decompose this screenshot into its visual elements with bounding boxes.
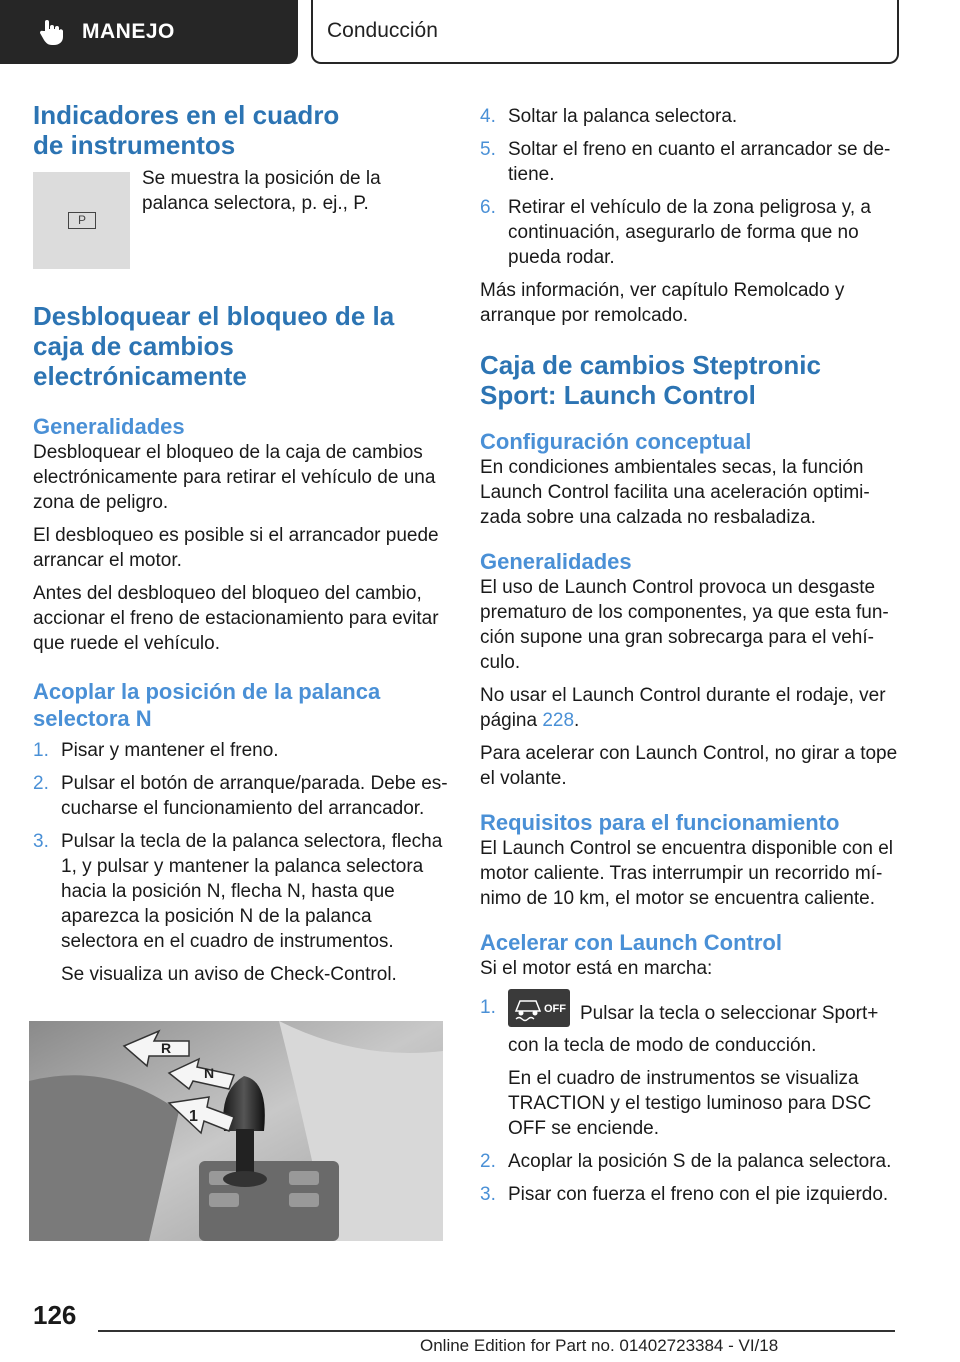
paragraph: Para acelerar con Launch Control, no girar a tope el volante. <box>480 743 898 789</box>
left-column <box>33 100 448 995</box>
paragraph: El uso de Launch Control provoca un desgaste prematuro de los componentes, ya que esta función supone una gran sobrecarga para el vehículo. <box>480 577 889 673</box>
list-item: 2. Pulsar el botón de arranque/parada. Debe escucharse el funcionamiento del arrancador. <box>33 773 448 819</box>
paragraph: Si el motor está en marcha: <box>480 958 713 979</box>
heading-generalidades-left: Generalidades <box>33 414 185 439</box>
page-number: 126 <box>33 1300 77 1330</box>
svg-text:1: 1 <box>189 1108 198 1125</box>
page-link[interactable]: 228 <box>542 710 575 731</box>
list-item: 2. Acoplar la posición S de la palanca selectora. <box>480 1151 892 1172</box>
chapter-title: Conducción <box>327 19 438 42</box>
steps-list-launch <box>480 995 898 1207</box>
list-item: 3. Pulsar la tecla de la palanca selectora, flecha 1, y pulsar y mantener la palanca selectora hacia la posición N, flecha N, hasta que aparezca la posición N de la palanca selectora en el cuadro de instrumentos. <box>33 831 443 952</box>
gear-selector-photo <box>29 1021 443 1241</box>
dsc-off-icon <box>508 989 570 1027</box>
svg-text:N: N <box>204 1065 215 1081</box>
indicator-description: Se muestra la posición de la palanca selectora, p. ej., P. <box>142 168 381 214</box>
heading-config: Configuración conceptual <box>480 429 752 454</box>
heading-caja: Caja de cambios Steptronic Sport: Launch Control <box>480 350 821 410</box>
instrument-cluster-image <box>33 172 130 269</box>
paragraph: En condiciones ambientales secas, la función Launch Control facilita una aceleración optimizada sobre una calzada no resbaladiza. <box>480 457 870 528</box>
footer-edition: Online Edition for Part no. 01402723384 - VI/18 <box>420 1336 779 1355</box>
paragraph: Antes del desbloqueo del bloqueo del cambio, accionar el freno de estacionamiento para evitar que ruede el vehículo. <box>33 583 439 654</box>
heading-requisitos: Requisitos para el funcionamiento <box>480 810 840 835</box>
list-item: 5. Soltar el freno en cuanto el arrancador se detiene. <box>480 139 891 185</box>
gear-p-symbol: P <box>68 212 96 229</box>
chapter-tab <box>311 0 899 64</box>
section-tab[interactable] <box>0 0 298 64</box>
heading-acoplar: Acoplar la posición de la palanca selectora N <box>33 679 381 731</box>
heading-generalidades-right: Generalidades <box>480 549 632 574</box>
list-item: 1. OFF Pulsar la tecla o seleccionar Sport+ con la tecla de modo de conducción. <box>480 995 898 1058</box>
paragraph: El Launch Control se encuentra disponible con el motor caliente. Tras interrumpir un recorrido mínimo de 10 km, el motor se encuentra caliente. <box>480 838 893 909</box>
paragraph: Más información, ver capítulo Remolcado y arranque por remolcado. <box>480 280 845 326</box>
list-item: 6. Retirar el vehículo de la zona peligrosa y, a continuación, asegurarlo de forma que no pueda rodar. <box>480 197 871 268</box>
heading-indicadores: Indicadores en el cuadro de instrumentos <box>33 100 340 160</box>
heading-desbloquear: Desbloquear el bloqueo de la caja de cambios electrónicamente <box>33 301 395 391</box>
list-item-note: Se visualiza un aviso de Check-Control. <box>61 964 397 985</box>
paragraph: Desbloquear el bloqueo de la caja de cambios electrónicamente para retirar el vehículo de una zona de peligro. <box>33 442 436 513</box>
hand-pointer-icon <box>36 17 66 47</box>
section-title: MANEJO <box>82 20 175 43</box>
steps-list-right <box>480 104 898 270</box>
list-item: 1. Pisar y mantener el freno. <box>33 740 279 761</box>
indicator-row <box>33 168 448 269</box>
svg-text:OFF: OFF <box>544 1003 566 1015</box>
list-item: 3. Pisar con fuerza el freno con el pie izquierdo. <box>480 1184 889 1205</box>
paragraph: No usar el Launch Control durante el rodaje, ver página 228. <box>480 685 886 731</box>
right-column <box>480 104 898 1215</box>
list-item: 4. Soltar la palanca selectora. <box>480 106 738 127</box>
paragraph: El desbloqueo es posible si el arrancador puede arrancar el motor. <box>33 525 439 571</box>
footer-divider <box>98 1330 895 1332</box>
svg-text:R: R <box>161 1040 172 1056</box>
steps-list-left <box>33 738 448 987</box>
heading-acelerar: Acelerar con Launch Control <box>480 930 782 955</box>
list-item-note: En el cuadro de instrumentos se visualiza TRACTION y el testigo luminoso para DSC OFF se enciende. <box>508 1068 872 1139</box>
